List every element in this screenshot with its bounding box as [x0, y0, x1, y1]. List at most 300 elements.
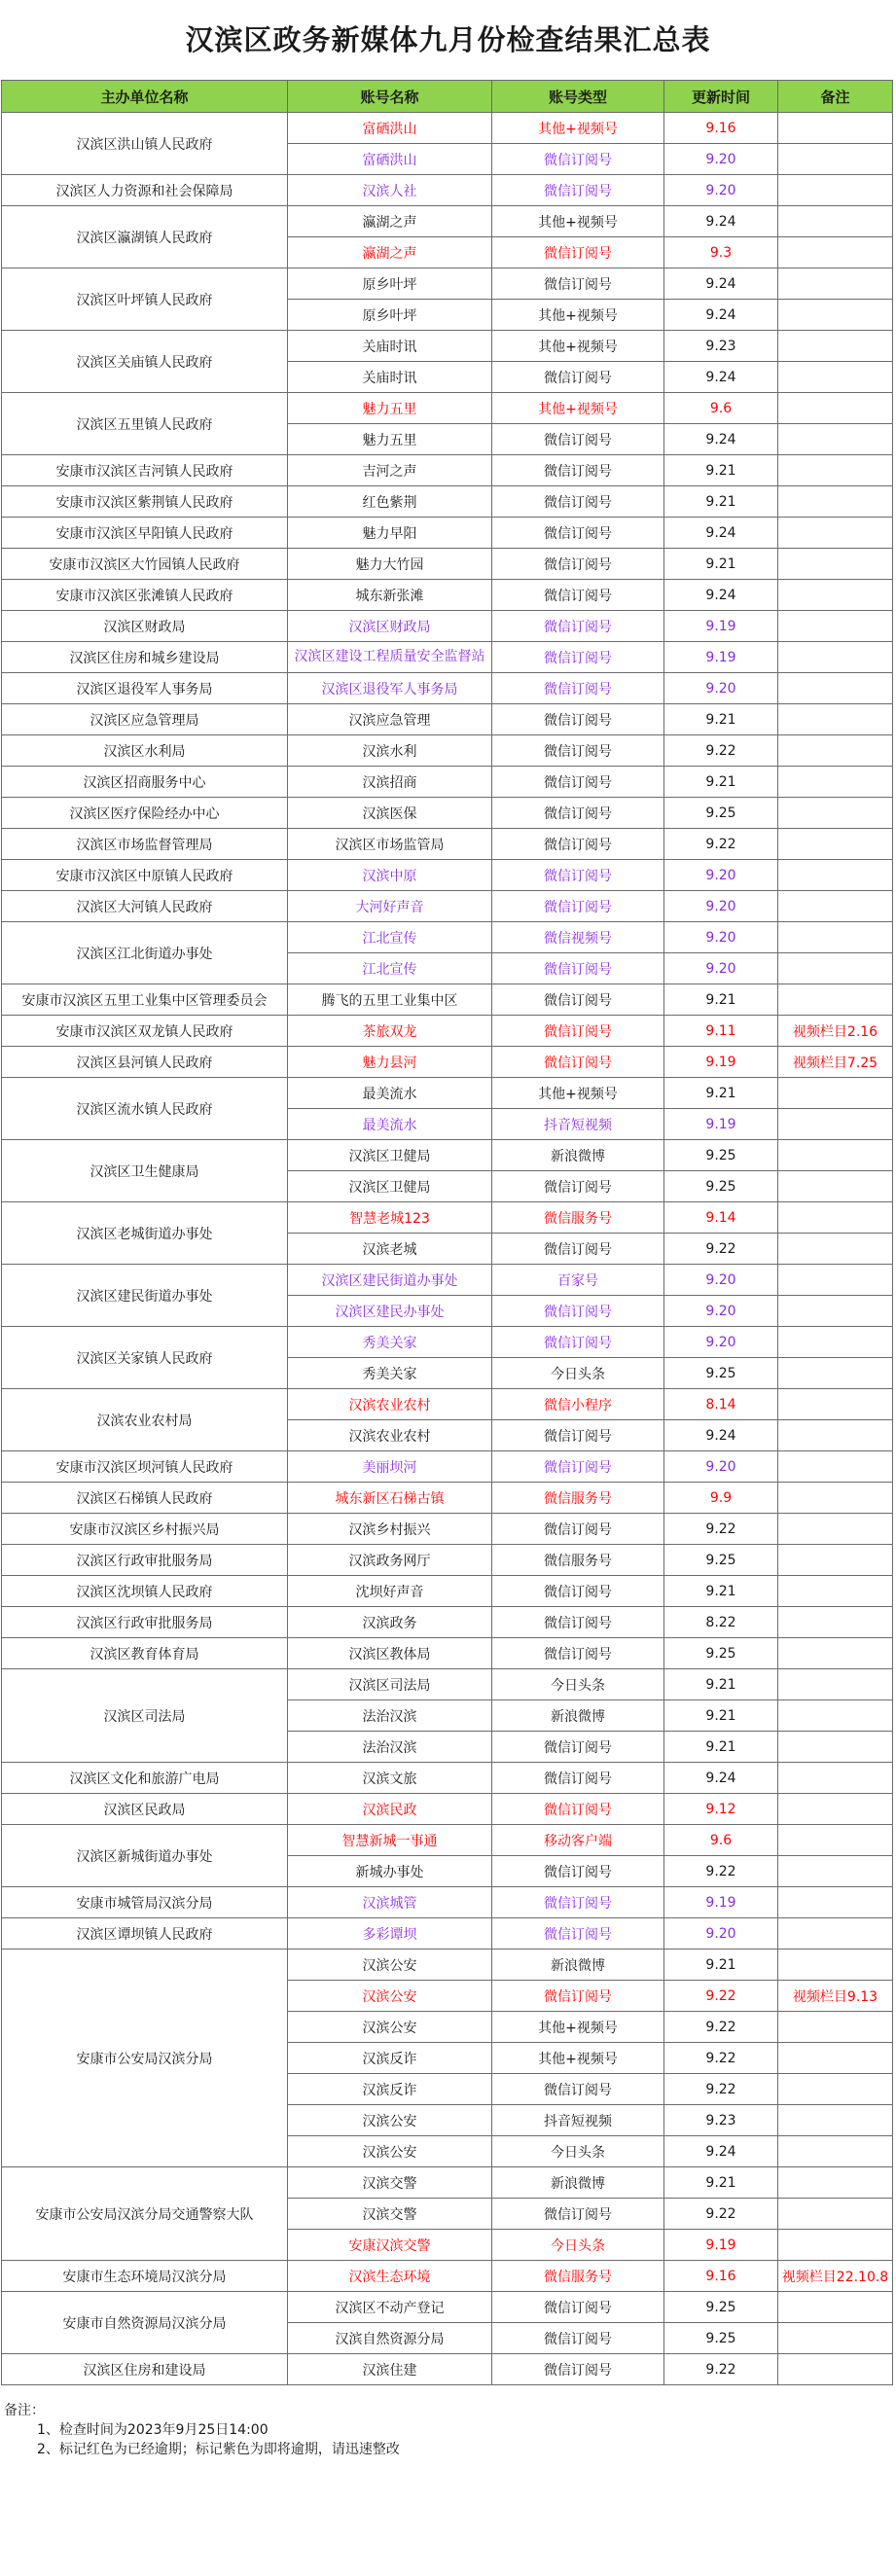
table-row [2, 268, 893, 300]
cell-note [778, 1327, 893, 1358]
cell-time: 9.24 [664, 268, 778, 300]
cell-type: 微信订阅号 [492, 1016, 664, 1047]
cell-note [778, 1669, 893, 1700]
cell-type: 微信服务号 [492, 1483, 664, 1514]
cell-time: 9.25 [664, 1171, 778, 1202]
cell-account: 江北宣传 [288, 953, 492, 984]
cell-note [778, 455, 893, 486]
cell-note [778, 1234, 893, 1265]
cell-time: 9.23 [664, 331, 778, 362]
cell-account: 汉滨生态环境 [288, 2261, 492, 2292]
cell-type: 微信订阅号 [492, 549, 664, 580]
cell-account: 汉滨民政 [288, 1794, 492, 1825]
cell-account: 汉滨区建民街道办事处 [288, 1265, 492, 1296]
cell-type: 微信订阅号 [492, 2199, 664, 2230]
cell-type: 微信订阅号 [492, 175, 664, 206]
cell-type: 其他+视频号 [492, 300, 664, 331]
cell-type: 微信订阅号 [492, 642, 664, 673]
cell-note [778, 486, 893, 518]
cell-unit: 安康市自然资源局汉滨分局 [2, 2292, 288, 2354]
cell-account: 汉滨政务 [288, 1607, 492, 1638]
cell-unit: 汉滨区江北街道办事处 [2, 922, 288, 984]
cell-unit: 汉滨区教育体育局 [2, 1638, 288, 1669]
cell-note [778, 767, 893, 798]
cell-note: 视频栏目22.10.8 [778, 2261, 893, 2292]
cell-time: 9.21 [664, 767, 778, 798]
cell-note: 视频栏目2.16 [778, 1016, 893, 1047]
cell-time: 9.24 [664, 424, 778, 455]
cell-account: 沈坝好声音 [288, 1576, 492, 1607]
cell-time: 9.16 [664, 113, 778, 144]
cell-type: 微信订阅号 [492, 518, 664, 549]
cell-account: 智慧老城123 [288, 1202, 492, 1234]
cell-account: 安康汉滨交警 [288, 2230, 492, 2261]
cell-note [778, 1483, 893, 1514]
cell-type: 微信订阅号 [492, 1607, 664, 1638]
cell-time: 9.14 [664, 1202, 778, 1234]
cell-account: 富硒洪山 [288, 144, 492, 175]
cell-type: 微信订阅号 [492, 1794, 664, 1825]
cell-note [778, 1887, 893, 1918]
cell-unit: 汉滨区县河镇人民政府 [2, 1047, 288, 1078]
cell-time: 9.20 [664, 891, 778, 922]
cell-note [778, 798, 893, 829]
cell-time: 9.19 [664, 642, 778, 673]
cell-type: 微信订阅号 [492, 984, 664, 1016]
cell-note [778, 860, 893, 891]
table-row [2, 518, 893, 549]
cell-time: 9.9 [664, 1483, 778, 1514]
cell-unit: 汉滨区司法局 [2, 1669, 288, 1763]
cell-note [778, 1078, 893, 1109]
cell-type: 新浪微博 [492, 2167, 664, 2199]
table-row [2, 331, 893, 362]
table-row [2, 860, 893, 891]
cell-note [778, 393, 893, 424]
cell-type: 微信订阅号 [492, 1514, 664, 1545]
table-row [2, 767, 893, 798]
cell-unit: 汉滨区关家镇人民政府 [2, 1327, 288, 1389]
cell-account: 最美流水 [288, 1109, 492, 1140]
cell-note [778, 2199, 893, 2230]
cell-account: 汉滨公安 [288, 1981, 492, 2012]
cell-type: 微信订阅号 [492, 144, 664, 175]
cell-unit: 安康市汉滨区五里工业集中区管理委员会 [2, 984, 288, 1016]
cell-account: 汉滨区卫健局 [288, 1171, 492, 1202]
table-row [2, 1918, 893, 1950]
cell-note [778, 1794, 893, 1825]
cell-time: 9.24 [664, 2136, 778, 2167]
cell-type: 微信订阅号 [492, 1887, 664, 1918]
cell-type: 微信订阅号 [492, 611, 664, 642]
cell-account: 原乡叶坪 [288, 300, 492, 331]
cell-type: 微信订阅号 [492, 1763, 664, 1794]
cell-time: 9.21 [664, 1669, 778, 1700]
cell-type: 微信订阅号 [492, 1171, 664, 1202]
cell-type: 微信订阅号 [492, 268, 664, 300]
table-row [2, 1794, 893, 1825]
note-color-legend: 2、标记红色为已经逾期；标记紫色为即将逾期，请迅速整改 [37, 2442, 400, 2457]
cell-note [778, 1918, 893, 1950]
header-type: 账号类型 [492, 81, 664, 113]
cell-time: 9.21 [664, 2167, 778, 2199]
cell-type: 微信订阅号 [492, 2354, 664, 2385]
cell-type: 微信订阅号 [492, 1856, 664, 1887]
cell-note [778, 300, 893, 331]
cell-note [778, 1856, 893, 1887]
cell-note [778, 2230, 893, 2261]
cell-type: 微信订阅号 [492, 1451, 664, 1483]
cell-account: 汉滨政务网厅 [288, 1545, 492, 1576]
cell-account: 秀美关家 [288, 1327, 492, 1358]
page-title: 汉滨区政务新媒体九月份检查结果汇总表 [185, 23, 711, 56]
cell-time: 9.21 [664, 1732, 778, 1763]
cell-unit: 汉滨区卫生健康局 [2, 1140, 288, 1202]
cell-type: 微信视频号 [492, 922, 664, 953]
table-row [2, 673, 893, 704]
cell-type: 今日头条 [492, 2230, 664, 2261]
table-row [2, 829, 893, 860]
cell-account: 汉滨农业农村 [288, 1420, 492, 1451]
table-row [2, 1078, 893, 1109]
cell-note [778, 580, 893, 611]
cell-time: 9.21 [664, 455, 778, 486]
cell-account: 汉滨反诈 [288, 2043, 492, 2074]
cell-time: 9.25 [664, 1140, 778, 1171]
cell-time: 9.21 [664, 984, 778, 1016]
cell-unit: 汉滨区医疗保险经办中心 [2, 798, 288, 829]
cell-note [778, 2292, 893, 2323]
cell-time: 9.22 [664, 2043, 778, 2074]
results-table [1, 80, 893, 2385]
note-check-time: 1、检查时间为2023年9月25日14:00 [37, 2422, 269, 2438]
cell-account: 法治汉滨 [288, 1700, 492, 1732]
cell-type: 新浪微博 [492, 1700, 664, 1732]
cell-type: 微信订阅号 [492, 767, 664, 798]
cell-type: 百家号 [492, 1265, 664, 1296]
cell-time: 9.25 [664, 1638, 778, 1669]
cell-account: 原乡叶坪 [288, 268, 492, 300]
cell-unit: 安康市汉滨区大竹园镇人民政府 [2, 549, 288, 580]
cell-note [778, 1109, 893, 1140]
cell-time: 9.25 [664, 1358, 778, 1389]
table-row [2, 1265, 893, 1296]
cell-time: 9.22 [664, 2199, 778, 2230]
cell-type: 今日头条 [492, 2136, 664, 2167]
cell-unit: 汉滨区住房和城乡建设局 [2, 642, 288, 673]
cell-time: 9.20 [664, 673, 778, 704]
table-row [2, 1327, 893, 1358]
cell-time: 9.22 [664, 1856, 778, 1887]
cell-account: 魅力早阳 [288, 518, 492, 549]
cell-time: 9.19 [664, 2230, 778, 2261]
header-unit: 主办单位名称 [2, 81, 288, 113]
table-row [2, 891, 893, 922]
cell-unit: 汉滨区水利局 [2, 735, 288, 767]
cell-time: 9.19 [664, 611, 778, 642]
cell-account: 大河好声音 [288, 891, 492, 922]
cell-note [778, 1451, 893, 1483]
cell-time: 9.20 [664, 175, 778, 206]
cell-unit: 汉滨区退役军人事务局 [2, 673, 288, 704]
cell-account: 汉滨文旅 [288, 1763, 492, 1794]
cell-unit: 安康市汉滨区张滩镇人民政府 [2, 580, 288, 611]
cell-account: 汉滨区建设工程质量安全监督站 [288, 642, 492, 673]
cell-account: 汉滨公安 [288, 1950, 492, 1981]
cell-time: 9.20 [664, 860, 778, 891]
cell-note [778, 1700, 893, 1732]
cell-type: 其他+视频号 [492, 331, 664, 362]
cell-unit: 安康市城管局汉滨分局 [2, 1887, 288, 1918]
cell-type: 微信订阅号 [492, 1918, 664, 1950]
table-row [2, 1451, 893, 1483]
header-time: 更新时间 [664, 81, 778, 113]
table-row [2, 1825, 893, 1856]
cell-time: 9.16 [664, 2261, 778, 2292]
cell-type: 微信服务号 [492, 2261, 664, 2292]
cell-time: 9.25 [664, 798, 778, 829]
cell-type: 新浪微博 [492, 1950, 664, 1981]
cell-note [778, 1171, 893, 1202]
cell-type: 微信订阅号 [492, 1296, 664, 1327]
cell-note [778, 362, 893, 393]
cell-time: 9.25 [664, 2323, 778, 2354]
cell-account: 汉滨交警 [288, 2199, 492, 2230]
cell-unit: 安康市汉滨区乡村振兴局 [2, 1514, 288, 1545]
cell-account: 汉滨区建民办事处 [288, 1296, 492, 1327]
cell-type: 其他+视频号 [492, 1078, 664, 1109]
cell-note [778, 611, 893, 642]
cell-time: 9.11 [664, 1016, 778, 1047]
cell-account: 汉滨交警 [288, 2167, 492, 2199]
cell-type: 其他+视频号 [492, 2043, 664, 2074]
cell-time: 9.21 [664, 1700, 778, 1732]
cell-account: 汉滨反诈 [288, 2074, 492, 2105]
cell-type: 移动客户端 [492, 1825, 664, 1856]
cell-note [778, 424, 893, 455]
cell-type: 今日头条 [492, 1669, 664, 1700]
table-row [2, 1514, 893, 1545]
table-row [2, 798, 893, 829]
cell-account: 多彩谭坝 [288, 1918, 492, 1950]
table-row [2, 113, 893, 144]
cell-unit: 安康市汉滨区早阳镇人民政府 [2, 518, 288, 549]
cell-account: 汉滨中原 [288, 860, 492, 891]
table-row [2, 922, 893, 953]
cell-type: 微信订阅号 [492, 953, 664, 984]
cell-note [778, 673, 893, 704]
cell-unit: 汉滨区流水镇人民政府 [2, 1078, 288, 1140]
cell-time: 9.21 [664, 1576, 778, 1607]
cell-unit: 汉滨区住房和建设局 [2, 2354, 288, 2385]
cell-account: 汉滨乡村振兴 [288, 1514, 492, 1545]
cell-note [778, 518, 893, 549]
cell-unit: 汉滨区沈坝镇人民政府 [2, 1576, 288, 1607]
cell-account: 魅力五里 [288, 424, 492, 455]
cell-note [778, 922, 893, 953]
cell-unit: 汉滨区谭坝镇人民政府 [2, 1918, 288, 1950]
cell-time: 9.21 [664, 1078, 778, 1109]
table-row [2, 549, 893, 580]
cell-account: 富硒洪山 [288, 113, 492, 144]
cell-note [778, 549, 893, 580]
cell-account: 汉滨区市场监管局 [288, 829, 492, 860]
cell-note [778, 206, 893, 237]
cell-unit: 安康市汉滨区双龙镇人民政府 [2, 1016, 288, 1047]
table-row [2, 1638, 893, 1669]
cell-type: 今日头条 [492, 1358, 664, 1389]
cell-unit: 汉滨区财政局 [2, 611, 288, 642]
cell-unit: 安康市汉滨区吉河镇人民政府 [2, 455, 288, 486]
cell-account: 汉滨自然资源分局 [288, 2323, 492, 2354]
cell-note [778, 984, 893, 1016]
cell-type: 抖音短视频 [492, 2105, 664, 2136]
table-body [2, 113, 893, 2385]
cell-note [778, 829, 893, 860]
cell-unit: 汉滨区建民街道办事处 [2, 1265, 288, 1327]
table-row [2, 393, 893, 424]
cell-account: 瀛湖之声 [288, 206, 492, 237]
table-row [2, 1607, 893, 1638]
cell-note [778, 1265, 893, 1296]
table-row [2, 2292, 893, 2323]
cell-type: 微信订阅号 [492, 486, 664, 518]
cell-type: 微信订阅号 [492, 860, 664, 891]
cell-note [778, 2323, 893, 2354]
cell-unit: 安康市汉滨区紫荆镇人民政府 [2, 486, 288, 518]
table-row [2, 2261, 893, 2292]
cell-unit: 汉滨农业农村局 [2, 1389, 288, 1451]
cell-time: 9.25 [664, 2292, 778, 2323]
cell-account: 吉河之声 [288, 455, 492, 486]
cell-unit: 汉滨区五里镇人民政府 [2, 393, 288, 455]
cell-note [778, 268, 893, 300]
cell-time: 9.22 [664, 2074, 778, 2105]
cell-note: 视频栏目9.13 [778, 1981, 893, 2012]
cell-account: 城东新张滩 [288, 580, 492, 611]
table-row [2, 2354, 893, 2385]
cell-account: 汉滨老城 [288, 1234, 492, 1265]
cell-unit: 安康市汉滨区坝河镇人民政府 [2, 1451, 288, 1483]
cell-type: 微信订阅号 [492, 424, 664, 455]
cell-unit: 安康市汉滨区中原镇人民政府 [2, 860, 288, 891]
table-row [2, 1576, 893, 1607]
cell-note [778, 331, 893, 362]
cell-unit: 汉滨区行政审批服务局 [2, 1545, 288, 1576]
cell-note [778, 1825, 893, 1856]
cell-note [778, 1202, 893, 1234]
cell-time: 9.22 [664, 2012, 778, 2043]
cell-unit: 汉滨区洪山镇人民政府 [2, 113, 288, 175]
cell-unit: 汉滨区石梯镇人民政府 [2, 1483, 288, 1514]
table-row [2, 2167, 893, 2199]
cell-type: 微信订阅号 [492, 735, 664, 767]
cell-type: 微信小程序 [492, 1389, 664, 1420]
cell-type: 微信订阅号 [492, 1981, 664, 2012]
cell-time: 9.12 [664, 1794, 778, 1825]
cell-time: 9.21 [664, 1950, 778, 1981]
cell-account: 城东新区石梯古镇 [288, 1483, 492, 1514]
cell-type: 微信订阅号 [492, 455, 664, 486]
cell-note [778, 237, 893, 268]
cell-type: 微信订阅号 [492, 362, 664, 393]
cell-account: 汉滨区退役军人事务局 [288, 673, 492, 704]
table-row [2, 735, 893, 767]
cell-unit: 汉滨区瀛湖镇人民政府 [2, 206, 288, 268]
cell-time: 9.25 [664, 1545, 778, 1576]
cell-account: 最美流水 [288, 1078, 492, 1109]
cell-time: 9.22 [664, 1981, 778, 2012]
cell-time: 8.22 [664, 1607, 778, 1638]
cell-unit: 汉滨区叶坪镇人民政府 [2, 268, 288, 331]
cell-note [778, 1420, 893, 1451]
cell-unit: 汉滨区市场监督管理局 [2, 829, 288, 860]
table-row [2, 1016, 893, 1047]
cell-account: 汉滨公安 [288, 2136, 492, 2167]
cell-time: 9.22 [664, 1514, 778, 1545]
table-row [2, 1389, 893, 1420]
table-row [2, 642, 893, 673]
cell-time: 9.20 [664, 1451, 778, 1483]
cell-type: 微信订阅号 [492, 891, 664, 922]
cell-type: 微信订阅号 [492, 2074, 664, 2105]
table-row [2, 1202, 893, 1234]
cell-time: 9.22 [664, 735, 778, 767]
cell-type: 其他+视频号 [492, 393, 664, 424]
cell-time: 9.24 [664, 580, 778, 611]
table-row [2, 611, 893, 642]
cell-time: 9.6 [664, 1825, 778, 1856]
cell-type: 微信订阅号 [492, 1638, 664, 1669]
cell-account: 美丽坝河 [288, 1451, 492, 1483]
cell-account: 江北宣传 [288, 922, 492, 953]
cell-note [778, 1607, 893, 1638]
cell-account: 汉滨住建 [288, 2354, 492, 2385]
cell-type: 其他+视频号 [492, 113, 664, 144]
cell-note [778, 1576, 893, 1607]
cell-time: 9.6 [664, 393, 778, 424]
cell-time: 9.20 [664, 1296, 778, 1327]
cell-account: 魅力五里 [288, 393, 492, 424]
cell-account: 汉滨人社 [288, 175, 492, 206]
table-row [2, 1763, 893, 1794]
cell-note [778, 175, 893, 206]
cell-unit: 汉滨区老城街道办事处 [2, 1202, 288, 1265]
notes-section [0, 2385, 896, 2459]
cell-time: 9.20 [664, 953, 778, 984]
table-row [2, 206, 893, 237]
cell-note [778, 1296, 893, 1327]
table-header-row [2, 81, 893, 113]
cell-account: 汉滨农业农村 [288, 1389, 492, 1420]
cell-note [778, 2354, 893, 2385]
cell-type: 微信订阅号 [492, 1576, 664, 1607]
cell-note [778, 2136, 893, 2167]
cell-note [778, 2105, 893, 2136]
notes-label: 备注： [4, 2403, 45, 2418]
cell-note [778, 1514, 893, 1545]
cell-note [778, 113, 893, 144]
cell-note [778, 2043, 893, 2074]
cell-time: 9.24 [664, 1763, 778, 1794]
cell-time: 9.23 [664, 2105, 778, 2136]
table-row [2, 455, 893, 486]
cell-time: 9.20 [664, 144, 778, 175]
table-row [2, 1669, 893, 1700]
cell-time: 9.24 [664, 206, 778, 237]
cell-unit: 汉滨区行政审批服务局 [2, 1607, 288, 1638]
cell-account: 汉滨应急管理 [288, 704, 492, 735]
